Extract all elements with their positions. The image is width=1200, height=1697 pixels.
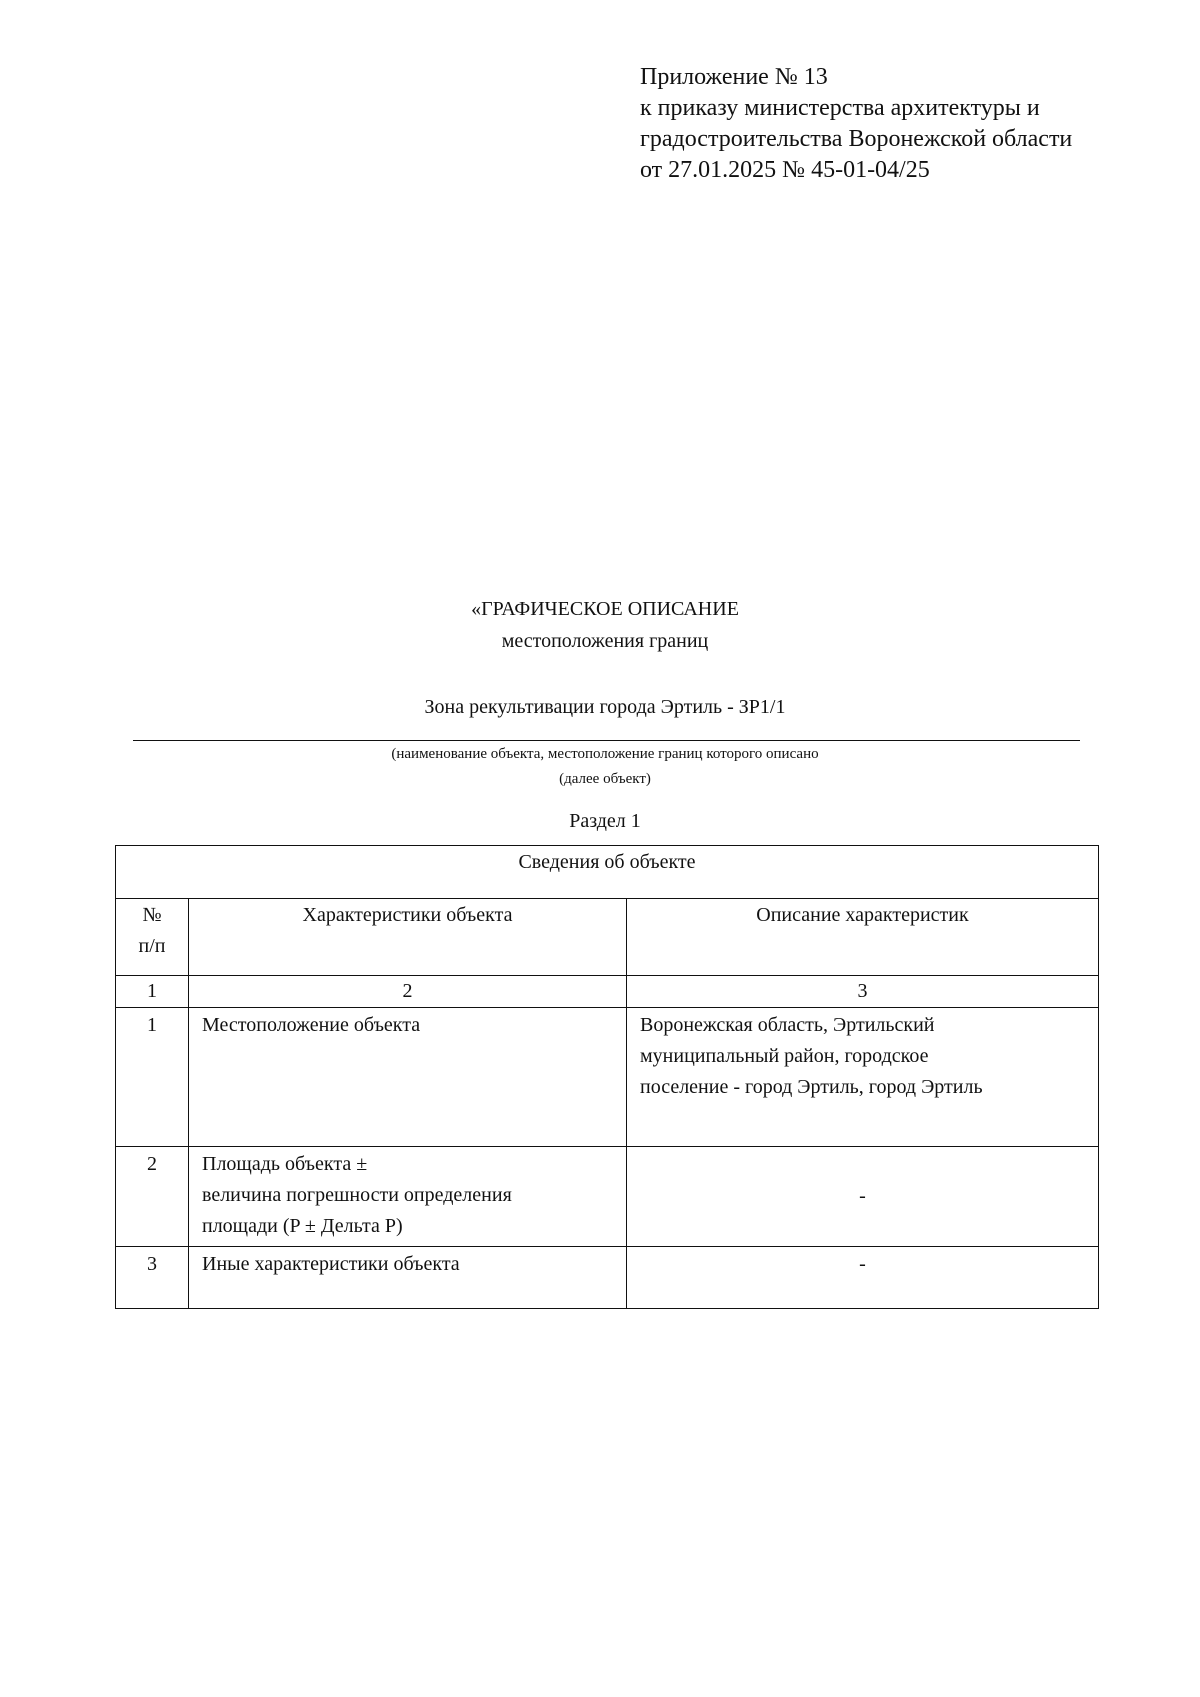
column-label-description: Описание характеристик: [627, 899, 1099, 976]
object-name-underline: [133, 740, 1080, 741]
table-row: [116, 1008, 1099, 1147]
row-number: 3: [116, 1247, 189, 1309]
table-column-labels: [116, 899, 1099, 976]
row-number: 1: [116, 1008, 189, 1147]
appendix-order-line: к приказу министерства архитектуры и: [640, 95, 1040, 121]
row-characteristic: Иные характеристики объекта: [189, 1247, 627, 1309]
appendix-date-line: от 27.01.2025 № 45-01-04/25: [640, 157, 930, 183]
appendix-number: Приложение № 13: [640, 64, 828, 90]
table-header: Сведения об объекте: [116, 846, 1099, 899]
document-subtitle: местоположения границ: [501, 630, 709, 652]
appendix-ministry-line: градостроительства Воронежской области: [640, 126, 1073, 152]
table-header-row: [116, 846, 1099, 899]
document-title: «ГРАФИЧЕСКОЕ ОПИСАНИЕ: [471, 598, 739, 620]
row-characteristic: Местоположение объекта: [189, 1008, 627, 1147]
description-line: поселение - город Эртиль, город Эртиль: [640, 1076, 983, 1098]
row-description: -: [627, 1247, 1099, 1309]
description-line: муниципальный район, городское: [640, 1045, 929, 1067]
characteristic-line: площади (P ± Дельта P): [202, 1215, 403, 1237]
table-row: [116, 1147, 1099, 1247]
column-label-number: [116, 899, 189, 976]
column-label-characteristic: Характеристики объекта: [189, 899, 627, 976]
object-info-table: [115, 845, 1099, 1309]
object-name: Зона рекультивации города Эртиль - ЗР1/1: [424, 696, 786, 718]
column-number: 1: [116, 976, 189, 1008]
column-label-number-pp: п/п: [138, 935, 166, 957]
object-name-caption: (наименование объекта, местоположение границ которого описано: [391, 746, 819, 762]
table-row: [116, 1247, 1099, 1309]
column-number: 2: [189, 976, 627, 1008]
appendix-block: [640, 62, 1180, 186]
description-line: Воронежская область, Эртильский: [640, 1014, 935, 1036]
section-title: Раздел 1: [569, 810, 641, 832]
object-name-caption-2: (далее объект): [559, 771, 651, 787]
row-characteristic: [189, 1147, 627, 1247]
row-description: [627, 1008, 1099, 1147]
characteristic-line: величина погрешности определения: [202, 1184, 512, 1206]
column-label-number-sign: №: [142, 904, 162, 926]
characteristic-line: Площадь объекта ±: [202, 1153, 368, 1175]
row-description: -: [627, 1147, 1099, 1247]
table-column-numbers: [116, 976, 1099, 1008]
row-number: 2: [116, 1147, 189, 1247]
column-number: 3: [627, 976, 1099, 1008]
